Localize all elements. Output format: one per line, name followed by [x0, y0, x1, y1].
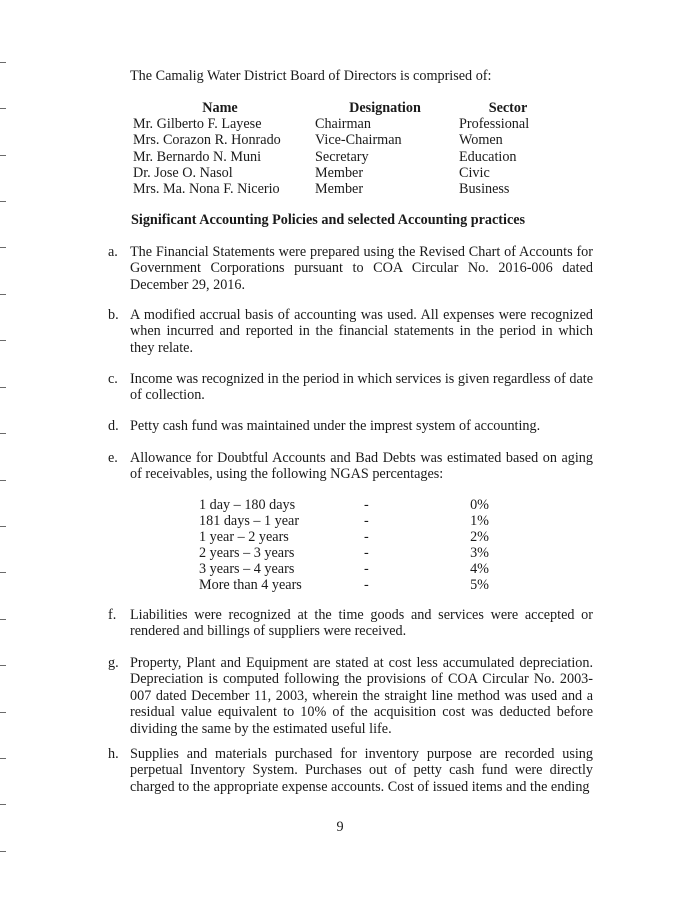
item-text: Allowance for Doubtful Accounts and Bad Debts was estimated based on aging of receivables, using the following NGAS percentages: — [130, 450, 593, 483]
policy-item-c — [108, 371, 593, 404]
table-header-row — [133, 100, 553, 116]
member-designation: Member — [315, 164, 364, 181]
scan-edge-mark — [0, 619, 6, 620]
item-letter: d. — [108, 418, 119, 434]
scan-edge-mark — [0, 804, 6, 805]
aging-range: 3 years – 4 years — [199, 560, 295, 577]
scan-edge-mark — [0, 201, 6, 202]
aging-percent: 1% — [470, 512, 489, 529]
table-row — [133, 181, 553, 197]
aging-range: 1 day – 180 days — [199, 497, 296, 513]
aging-dash: - — [364, 560, 369, 577]
aging-percent: 2% — [470, 528, 489, 545]
member-sector: Business — [459, 181, 510, 198]
scan-edge-mark — [0, 712, 6, 713]
column-header-sector: Sector — [488, 100, 528, 116]
aging-dash: - — [364, 497, 369, 513]
member-designation: Secretary — [315, 148, 369, 165]
scan-edge-mark — [0, 155, 6, 156]
policy-item-f — [108, 607, 593, 640]
aging-dash: - — [364, 528, 369, 545]
table-row — [199, 546, 489, 562]
aging-dash: - — [364, 512, 369, 529]
policy-item-e — [108, 450, 593, 483]
aging-range: 181 days – 1 year — [199, 512, 300, 529]
item-letter: g. — [108, 655, 119, 671]
aging-range: More than 4 years — [199, 576, 302, 593]
aging-percent: 4% — [470, 560, 489, 577]
table-row — [199, 530, 489, 546]
policy-item-h — [108, 746, 593, 795]
scan-edge-mark — [0, 526, 6, 527]
table-row — [199, 498, 489, 514]
intro-text: The Camalig Water District Board of Directors is comprised of: — [130, 68, 492, 84]
member-name: Mrs. Ma. Nona F. Nicerio — [133, 181, 280, 198]
aging-percent: 5% — [470, 576, 489, 593]
member-designation: Vice-Chairman — [315, 132, 402, 149]
item-letter: a. — [108, 244, 118, 260]
member-name: Mr. Gilberto F. Layese — [133, 116, 262, 133]
scan-edge-mark — [0, 108, 6, 109]
item-text: Petty cash fund was maintained under the imprest system of accounting. — [130, 418, 541, 434]
item-text: Property, Plant and Equipment are stated at cost less accumulated depreciation. Depreciation is computed following the provisions of COA Circular No. 2003-007 dated December 11, 2003, wherein the straight line method was used and a residual value equivalent to 10% of the acquisition cost was deducted before dividing the same by the estimated useful life. — [130, 655, 593, 737]
member-sector: Women — [459, 132, 503, 149]
aging-percent: 0% — [470, 497, 489, 513]
member-sector: Education — [459, 148, 517, 165]
aging-dash: - — [364, 576, 369, 593]
scan-edge-mark — [0, 433, 6, 434]
table-row — [133, 165, 553, 181]
aging-range: 2 years – 3 years — [199, 544, 295, 561]
column-header-designation: Designation — [349, 100, 421, 116]
board-of-directors-table — [133, 100, 553, 197]
table-row — [199, 578, 489, 594]
scan-edge-mark — [0, 340, 6, 341]
table-row — [133, 132, 553, 148]
section-heading: Significant Accounting Policies and selected Accounting practices — [131, 212, 526, 228]
member-designation: Chairman — [315, 116, 371, 133]
item-letter: e. — [108, 450, 118, 466]
page-number: 9 — [336, 819, 344, 835]
aging-percentage-table — [199, 498, 489, 593]
member-name: Mrs. Corazon R. Honrado — [133, 132, 281, 149]
aging-percent: 3% — [470, 544, 489, 561]
member-name: Dr. Jose O. Nasol — [133, 164, 233, 181]
member-designation: Member — [315, 181, 364, 198]
table-row — [199, 514, 489, 530]
scan-edge-mark — [0, 572, 6, 573]
table-row — [133, 149, 553, 165]
scan-edge-mark — [0, 758, 6, 759]
item-letter: h. — [108, 746, 119, 762]
item-letter: f. — [108, 607, 117, 623]
item-text: The Financial Statements were prepared using the Revised Chart of Accounts for Government Corporations pursuant to COA Circular No. 2016-006 dated December 29, 2016. — [130, 244, 593, 293]
column-header-name: Name — [202, 100, 238, 116]
item-text: Liabilities were recognized at the time goods and services were accepted or rendered and billings of suppliers were received. — [130, 607, 593, 640]
scan-edge-mark — [0, 851, 6, 852]
table-row — [199, 562, 489, 578]
scan-edge-mark — [0, 62, 6, 63]
item-text: Income was recognized in the period in which services is given regardless of date of collection. — [130, 371, 593, 404]
policy-item-d — [108, 418, 593, 434]
item-letter: c. — [108, 371, 118, 387]
table-row — [133, 116, 553, 132]
member-sector: Professional — [459, 116, 530, 133]
policy-item-b — [108, 307, 593, 356]
item-letter: b. — [108, 307, 119, 323]
policy-item-g — [108, 655, 593, 737]
item-text: Supplies and materials purchased for inventory purpose are recorded using perpetual Inventory System. Purchases out of petty cash fund were directly charged to the appropriate expense accounts. Cost of issued items and the ending — [130, 746, 593, 795]
scan-edge-mark — [0, 480, 6, 481]
member-sector: Civic — [459, 164, 490, 181]
aging-range: 1 year – 2 years — [199, 528, 289, 545]
scan-edge-mark — [0, 665, 6, 666]
scan-edge-mark — [0, 387, 6, 388]
policy-item-a — [108, 244, 593, 293]
scan-edge-mark — [0, 294, 6, 295]
scan-edge-mark — [0, 247, 6, 248]
member-name: Mr. Bernardo N. Muni — [133, 148, 262, 165]
aging-dash: - — [364, 544, 369, 561]
item-text: A modified accrual basis of accounting was used. All expenses were recognized when incurred and reported in the financial statements in the period in which they relate. — [130, 307, 593, 356]
